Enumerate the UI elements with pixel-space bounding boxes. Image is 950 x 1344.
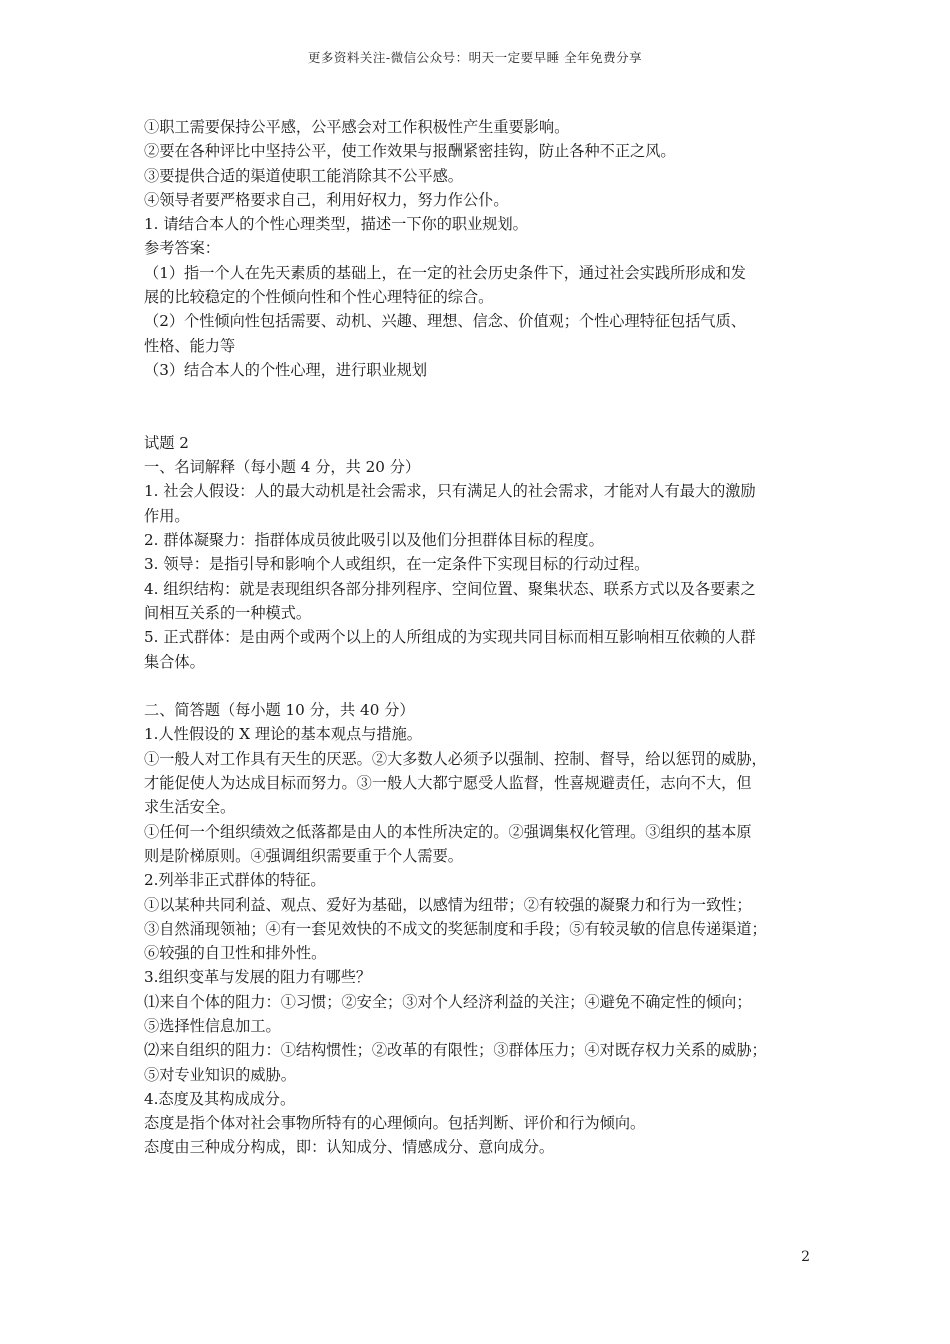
text-line: ⑤选择性信息加工。 [144,1016,281,1035]
text-line: 1.人性假设的 X 理论的基本观点与措施。 [144,725,422,744]
text-line: ⑵来自组织的阻力：①结构惯性；②改革的有限性；③群体压力；④对既存权力关系的威胁； [144,1041,767,1060]
text-line: 性格、能力等 [144,336,236,355]
text-line: ④领导者要严格要求自己，利用好权力，努力作公仆。 [144,190,509,209]
text-line: 参考答案： [144,239,220,258]
text-line: 态度是指个体对社会事物所特有的心理倾向。包括判断、评价和行为倾向。 [144,1114,646,1133]
text-line: ①以某种共同利益、观点、爱好为基础，以感情为纽带；②有较强的凝聚力和行为一致性； [144,895,752,914]
text-line: ①任何一个组织绩效之低落都是由人的本性所决定的。②强调集权化管理。③组织的基本原 [144,822,752,841]
blank-line [144,674,808,698]
text-line: 2. 群体凝聚力：指群体成员彼此吸引以及他们分担群体目标的程度。 [144,531,604,550]
text-line: 态度由三种成分构成，即：认知成分、情感成分、意向成分。 [144,1138,555,1157]
text-line: ⑤对专业知识的威胁。 [144,1065,296,1084]
text-line: 5. 正式群体：是由两个或两个以上的人所组成的为实现共同目标而相互影响相互依赖的人群 [144,628,756,647]
text-line: 作用。 [144,506,190,525]
text-line: ②要在各种评比中坚持公平，使工作效果与报酬紧密挂钩，防止各种不正之风。 [144,142,676,161]
text-line: 集合体。 [144,652,205,671]
page-number: 2 [801,1249,810,1265]
text-line: 2.列举非正式群体的特征。 [144,871,326,890]
text-line: 4. 组织结构：就是表现组织各部分排列程序、空间位置、聚集状态、联系方式以及各要素之 [144,579,756,598]
text-line: 1. 社会人假设：人的最大动机是社会需求，只有满足人的社会需求，才能对人有最大的激励 [144,482,756,501]
text-line: ⑴来自个体的阻力：①习惯；②安全；③对个人经济利益的关注；④避免不确定性的倾向； [144,992,752,1011]
text-line: （3）结合本人的个性心理，进行职业规划 [144,360,428,379]
text-line: 二、简答题（每小题 10 分，共 40 分） [144,701,415,720]
text-line: ①一般人对工作具有天生的厌恶。②大多数人必须予以强制、控制、督导，给以惩罚的威胁， [144,749,767,768]
text-line: 一、名词解释（每小题 4 分，共 20 分） [144,458,421,477]
text-line: ①职工需要保持公平感，公平感会对工作积极性产生重要影响。 [144,118,570,136]
text-line: （2）个性倾向性包括需要、动机、兴趣、理想、信念、价值观；个性心理特征包括气质、 [144,312,746,331]
text-line: 求生活安全。 [144,798,236,817]
text-line: 4.态度及其构成成分。 [144,1089,296,1108]
blank-line [144,382,808,431]
text-line: 则是阶梯原则。④强调组织需要重于个人需要。 [144,846,463,865]
text-line: ③要提供合适的渠道使职工能消除其不公平感。 [144,166,463,185]
text-line: 试题 2 [144,433,189,452]
text-line: 3.组织变革与发展的阻力有哪些？ [144,968,372,987]
text-line: 间相互关系的一种模式。 [144,603,312,622]
text-line: ③自然涌现领袖；④有一套见效快的不成文的奖惩制度和手段；⑤有较灵敏的信息传递渠道； [144,919,767,938]
document-body [144,115,808,1160]
text-line: 展的比较稳定的个性倾向性和个性心理特征的综合。 [144,288,494,307]
text-line: （1）指一个人在先天素质的基础上，在一定的社会历史条件下，通过社会实践所形成和发 [144,263,746,282]
text-line: 3. 领导：是指引导和影响个人或组织，在一定条件下实现目标的行动过程。 [144,555,650,574]
text-line: 1. 请结合本人的个性心理类型，描述一下你的职业规划。 [144,215,528,234]
page-header: 更多资料关注-微信公众号：明天一定要早睡 全年免费分享 [307,50,643,65]
text-line: 才能促使人为达成目标而努力。③一般人大都宁愿受人监督，性喜规避责任，志向不大，但 [144,774,752,793]
text-line: ⑥较强的自卫性和排外性。 [144,944,327,963]
